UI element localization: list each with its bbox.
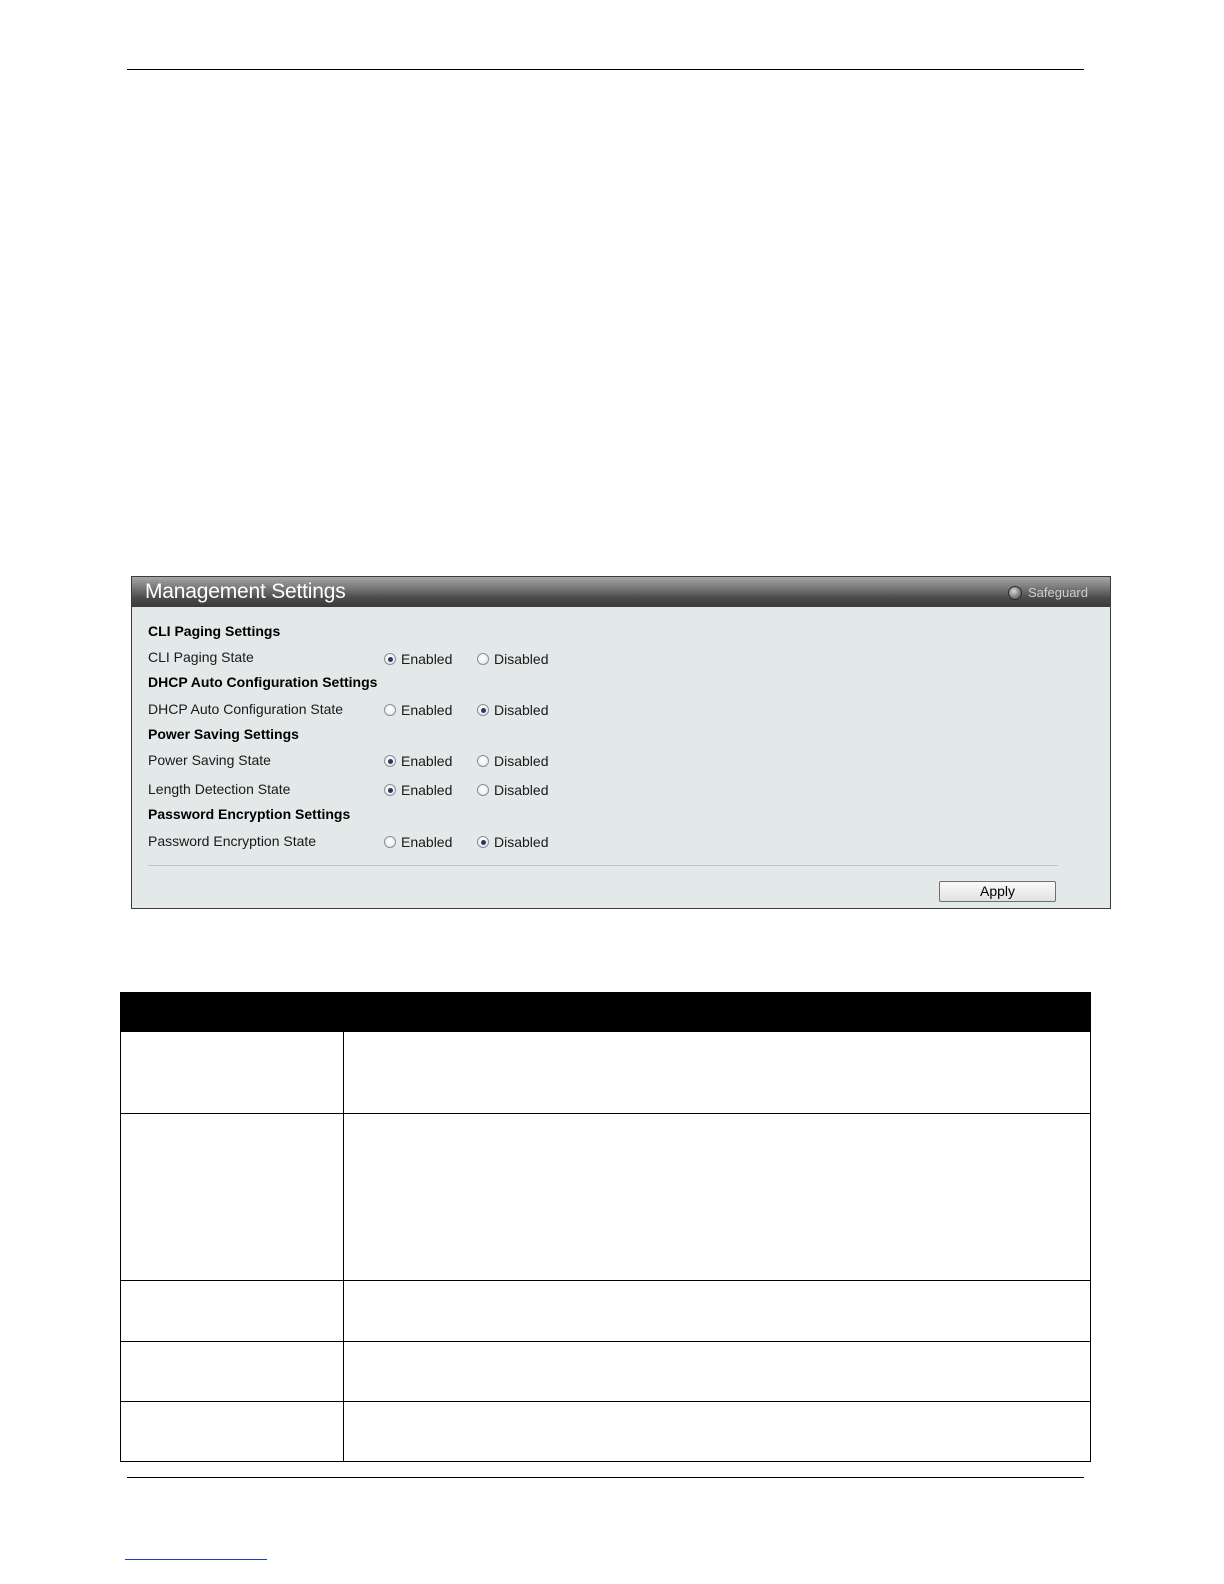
header-rule [127, 69, 1084, 70]
table-cell-parameter [121, 1342, 344, 1402]
panel-header [132, 577, 1110, 607]
safeguard-indicator [1008, 585, 1088, 600]
safeguard-label: Safeguard [1028, 585, 1088, 600]
password-encryption-disabled-radio[interactable] [477, 836, 489, 848]
dhcp-auto-config-disabled-radio[interactable] [477, 704, 489, 716]
power-saving-enabled-option[interactable] [384, 753, 452, 769]
option-label: Disabled [494, 782, 549, 798]
table-header-row [121, 993, 1091, 1032]
panel-title: Management Settings [145, 580, 346, 603]
dhcp-auto-config-enabled-option[interactable] [384, 702, 452, 718]
length-detection-disabled-option[interactable] [477, 782, 548, 798]
option-label: Disabled [494, 834, 549, 850]
cli-paging-disabled-option[interactable] [477, 651, 548, 667]
field-label-power-saving-state: Power Saving State [148, 752, 271, 768]
table-cell-description [344, 1342, 1091, 1402]
power-saving-enabled-radio[interactable] [384, 755, 396, 767]
table-row [121, 1114, 1091, 1281]
table-cell-parameter [121, 1402, 344, 1462]
length-detection-enabled-radio[interactable] [384, 784, 396, 796]
option-label: Enabled [401, 753, 453, 769]
password-encryption-enabled-radio[interactable] [384, 836, 396, 848]
length-detection-disabled-radio[interactable] [477, 784, 489, 796]
table-row [121, 1402, 1091, 1462]
power-saving-disabled-option[interactable] [477, 753, 548, 769]
option-label: Enabled [401, 651, 453, 667]
table-row [121, 1032, 1091, 1114]
table-header-cell [121, 993, 344, 1032]
footer-link-underline[interactable] [125, 1559, 267, 1560]
option-label: Enabled [401, 834, 453, 850]
table-cell-description [344, 1281, 1091, 1342]
cli-paging-enabled-option[interactable] [384, 651, 452, 667]
section-title-power-saving: Power Saving Settings [148, 726, 299, 742]
table-cell-parameter [121, 1281, 344, 1342]
length-detection-enabled-option[interactable] [384, 782, 452, 798]
table-row [121, 1281, 1091, 1342]
dhcp-auto-config-enabled-radio[interactable] [384, 704, 396, 716]
option-label: Disabled [494, 651, 549, 667]
password-encryption-enabled-option[interactable] [384, 834, 452, 850]
option-label: Disabled [494, 702, 549, 718]
field-label-dhcp-auto-config-state: DHCP Auto Configuration State [148, 701, 344, 717]
footer-rule [127, 1477, 1084, 1478]
field-label-length-detection-state: Length Detection State [148, 781, 291, 797]
panel-divider [148, 865, 1058, 866]
password-encryption-disabled-option[interactable] [477, 834, 548, 850]
table-cell-parameter [121, 1114, 344, 1281]
field-label-password-encryption-state: Password Encryption State [148, 833, 317, 849]
section-title-password-encryption: Password Encryption Settings [148, 806, 351, 822]
dhcp-auto-config-disabled-option[interactable] [477, 702, 548, 718]
safeguard-icon [1008, 586, 1022, 600]
cli-paging-disabled-radio[interactable] [477, 653, 489, 665]
field-label-cli-paging-state: CLI Paging State [148, 649, 254, 665]
management-settings-panel [131, 576, 1111, 909]
table-cell-description [344, 1032, 1091, 1114]
cli-paging-enabled-radio[interactable] [384, 653, 396, 665]
apply-button[interactable]: Apply [939, 881, 1056, 902]
option-label: Disabled [494, 753, 549, 769]
table-cell-description [344, 1402, 1091, 1462]
section-title-cli-paging: CLI Paging Settings [148, 623, 281, 639]
table-row [121, 1342, 1091, 1402]
table-cell-parameter [121, 1032, 344, 1114]
parameter-table [120, 992, 1091, 1462]
option-label: Enabled [401, 702, 453, 718]
table-cell-description [344, 1114, 1091, 1281]
section-title-dhcp-auto-config: DHCP Auto Configuration Settings [148, 674, 378, 690]
option-label: Enabled [401, 782, 453, 798]
table-header-cell [344, 993, 1091, 1032]
power-saving-disabled-radio[interactable] [477, 755, 489, 767]
